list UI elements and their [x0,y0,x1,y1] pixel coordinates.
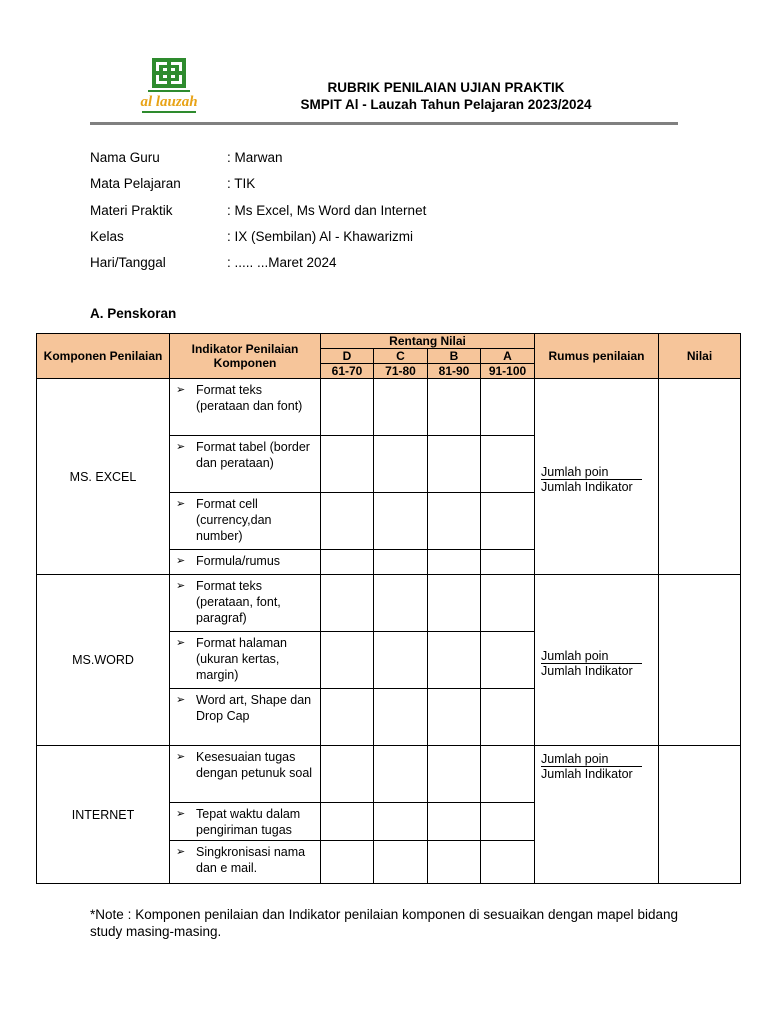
score-cell[interactable] [321,550,374,575]
document-title [0,79,768,113]
arrow-bullet-icon: ➢ [176,751,186,763]
score-cell[interactable] [428,550,481,575]
indicator-text: Tepat waktu dalam pengiriman tugas [196,807,301,837]
score-cell[interactable] [481,493,535,550]
arrow-bullet-icon: ➢ [176,694,186,706]
indicator-cell [170,493,321,550]
table-row [37,575,741,632]
score-cell[interactable] [481,689,535,746]
grade-range: 61-70 [321,364,374,379]
header-indikator: Indikator Penilaian Komponen [170,334,321,379]
info-value: : TIK [227,176,256,192]
indicator-cell [170,379,321,436]
arrow-bullet-icon: ➢ [176,555,186,567]
arrow-bullet-icon: ➢ [176,441,186,453]
formula-cell [535,746,659,884]
score-cell[interactable] [481,575,535,632]
score-cell[interactable] [428,689,481,746]
score-cell[interactable] [481,379,535,436]
formula-denominator: Jumlah Indikator [541,663,633,678]
nilai-cell[interactable] [659,575,741,746]
score-cell[interactable] [321,436,374,493]
indicator-text: Kesesuaian tugas dengan petunuk soal [196,750,313,780]
header-nilai: Nilai [659,334,741,379]
formula-denominator: Jumlah Indikator [541,480,633,494]
score-cell[interactable] [321,803,374,841]
score-cell[interactable] [374,550,428,575]
footnote: *Note : Komponen penilaian dan Indikator penilaian komponen di sesuaikan dengan mapel bidang study masing-masing. [90,907,678,939]
component-name: MS.WORD [37,575,170,746]
score-cell[interactable] [481,803,535,841]
arrow-bullet-icon: ➢ [176,384,186,396]
grade-letter: B [428,349,481,364]
score-cell[interactable] [321,575,374,632]
score-cell[interactable] [374,746,428,803]
score-cell[interactable] [321,841,374,884]
grade-letter: A [481,349,535,364]
header-komponen: Komponen Penilaian [37,334,170,379]
indicator-cell [170,436,321,493]
arrow-bullet-icon: ➢ [176,498,186,510]
score-cell[interactable] [481,746,535,803]
grade-range: 91-100 [481,364,535,379]
table-row [37,379,741,436]
score-cell[interactable] [321,632,374,689]
score-cell[interactable] [321,746,374,803]
score-cell[interactable] [481,632,535,689]
indicator-text: Format teks (perataan, font, paragraf) [196,579,281,625]
score-cell[interactable] [321,689,374,746]
formula-numerator: Jumlah poin [541,465,642,480]
component-name: INTERNET [37,746,170,884]
grade-letter: C [374,349,428,364]
grade-range: 81-90 [428,364,481,379]
score-cell[interactable] [374,803,428,841]
score-cell[interactable] [321,379,374,436]
header-rumus: Rumus penilaian [535,334,659,379]
formula-numerator: Jumlah poin [541,752,642,767]
info-value: : IX (Sembilan) Al - Khawarizmi [227,228,414,244]
indicator-cell [170,550,321,575]
info-label: Hari/Tanggal [90,255,166,271]
indicator-cell [170,803,321,841]
indicator-text: Formula/rumus [196,554,281,568]
rubric-table [36,333,741,884]
score-cell[interactable] [321,493,374,550]
nilai-cell[interactable] [659,746,741,884]
info-label: Kelas [90,228,124,244]
score-cell[interactable] [428,632,481,689]
score-cell[interactable] [374,436,428,493]
score-cell[interactable] [374,632,428,689]
info-value: : Ms Excel, Ms Word dan Internet [227,202,427,218]
formula-cell [535,379,659,575]
section-title: A. Penskoran [90,306,177,321]
score-cell[interactable] [374,379,428,436]
title-line-1: RUBRIK PENILAIAN UJIAN PRAKTIK [327,80,565,95]
score-cell[interactable] [428,575,481,632]
info-label: Nama Guru [90,150,160,165]
arrow-bullet-icon: ➢ [176,637,186,649]
score-cell[interactable] [374,493,428,550]
score-cell[interactable] [481,841,535,884]
score-cell[interactable] [374,689,428,746]
info-value: : ..... ...Maret 2024 [227,255,337,271]
score-cell[interactable] [374,841,428,884]
indicator-text: Format teks (perataan dan font) [196,383,303,413]
header-divider [90,122,678,125]
indicator-cell [170,841,321,884]
formula-cell [535,575,659,746]
info-label: Materi Praktik [90,202,173,218]
indicator-cell [170,575,321,632]
indicator-cell [170,689,321,746]
score-cell[interactable] [481,550,535,575]
score-cell[interactable] [374,575,428,632]
info-value: : Marwan [227,150,283,165]
indicator-text: Format cell (currency,dan number) [196,497,272,543]
arrow-bullet-icon: ➢ [176,846,186,858]
formula-denominator: Jumlah Indikator [541,767,633,781]
score-cell[interactable] [428,493,481,550]
arrow-bullet-icon: ➢ [176,808,186,820]
score-cell[interactable] [481,436,535,493]
table-row [37,746,741,803]
formula-numerator: Jumlah poin [541,649,642,664]
indicator-text: Singkronisasi nama dan e mail. [196,845,306,875]
indicator-cell [170,746,321,803]
title-line-2: SMPIT Al - Lauzah Tahun Pelajaran 2023/2024 [300,97,592,112]
score-cell[interactable] [428,379,481,436]
grade-letter: D [321,349,374,364]
component-name: MS. EXCEL [37,379,170,575]
indicator-text: Format halaman (ukuran kertas, margin) [196,636,288,682]
indicator-text: Format tabel (border dan perataan) [196,440,310,470]
score-cell[interactable] [428,746,481,803]
arrow-bullet-icon: ➢ [176,580,186,592]
info-label: Mata Pelajaran [90,176,181,192]
logo-text: al lauzah [140,94,198,110]
header-rentang: Rentang Nilai [321,334,535,349]
indicator-cell [170,632,321,689]
grade-range: 71-80 [374,364,428,379]
nilai-cell[interactable] [659,379,741,575]
indicator-text: Word art, Shape dan Drop Cap [196,693,312,723]
score-cell[interactable] [428,841,481,884]
score-cell[interactable] [428,803,481,841]
score-cell[interactable] [428,436,481,493]
